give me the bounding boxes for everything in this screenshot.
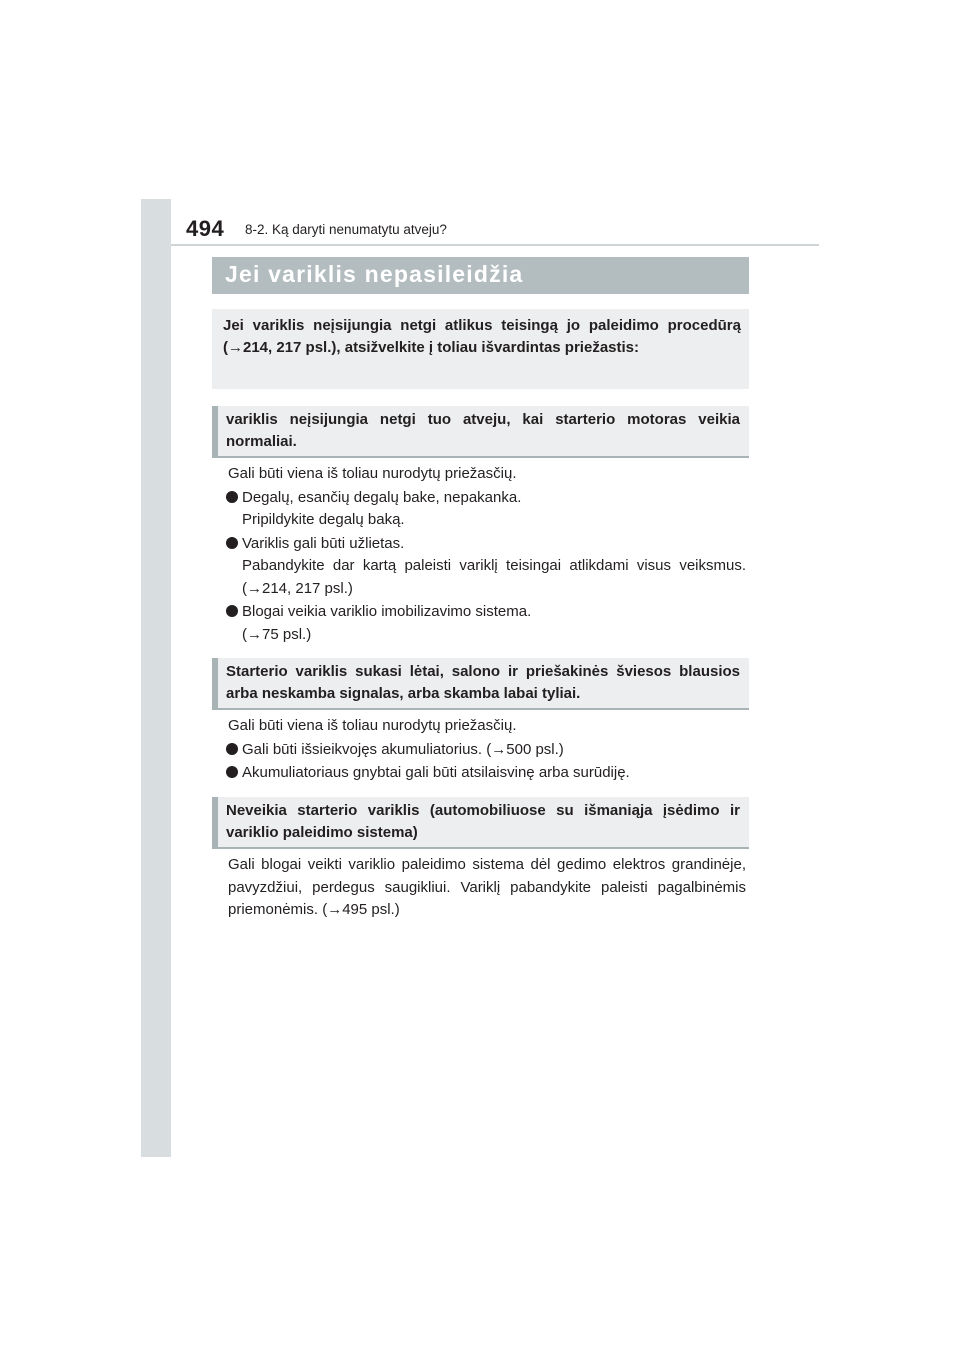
header-divider [171,244,819,246]
section-1-content [228,463,746,646]
section-2-lead: Gali būti viena iš toliau nurodytų priežasčių. [228,717,517,734]
section-2-content [228,715,746,785]
bullet-title: Degalų, esančių degalų bake, nepakanka. [242,488,522,506]
section-1-heading-box [212,406,749,458]
list-item [228,601,746,646]
bullet-title: Variklis gali būti užlietas. [242,534,405,552]
section-2-heading-box [212,658,749,710]
page-number: 494 [186,216,225,241]
bullet-title: Akumuliatoriaus gnybtai gali būti atsilaisvinę arba surūdiję. [242,764,630,781]
section-breadcrumb: 8-2. Ką daryti nenumatytu atveju? [245,222,447,237]
bullet-icon [226,766,238,778]
bullet-icon [226,491,238,503]
section-3-heading: Neveikia starterio variklis (automobiliuose su išmaniąja įsėdimo ir variklio paleidimo sistema) [226,802,740,841]
list-item [228,533,746,601]
bullet-desc: (→75 psl.) [242,625,312,643]
intro-text: Jei variklis neįsijungia netgi atlikus teisingą jo paleidimo procedūrą (→214, 217 psl.), atsižvelkite į toliau išvardintas priežastis: [223,317,741,356]
bullet-icon [226,537,238,549]
bullet-icon [226,743,238,755]
bullet-desc: Pabandykite dar kartą paleisti variklį teisingai atlikdami visus veiksmus. (→214, 217 psl.) [242,557,746,597]
section-3-content [228,854,746,922]
bullet-title: Blogai veikia variklio imobilizavimo sistema. [242,603,532,620]
section-3-lead: Gali blogai veikti variklio paleidimo sistema dėl gedimo elektros grandinėje, pavyzdžiui, perdegus saugikliui. Variklį pabandykite paleisti pagalbinėmis priemonėmis. (→495 psl.) [228,856,746,918]
bullet-icon [226,605,238,617]
list-item [228,739,746,762]
bullet-title: Gali būti išsieikvojęs akumuliatorius. (→500 psl.) [242,740,564,758]
section-1-heading: variklis neįsijungia netgi tuo atveju, kai starterio motoras veikia normaliai. [226,411,740,450]
section-1-lead: Gali būti viena iš toliau nurodytų priežasčių. [228,465,517,482]
title-bar [212,257,749,294]
section-3-heading-box [212,797,749,849]
intro-box [212,309,749,389]
list-item [228,487,746,532]
section-2-heading: Starterio variklis sukasi lėtai, salono ir priešakinės šviesos blausios arba neskamba signalas, arba skamba labai tyliai. [226,663,740,702]
bullet-desc: Pripildykite degalų baką. [242,511,405,528]
list-item [228,762,746,785]
side-margin-bar [141,199,171,1157]
page-title: Jei variklis nepasileidžia [225,261,524,287]
